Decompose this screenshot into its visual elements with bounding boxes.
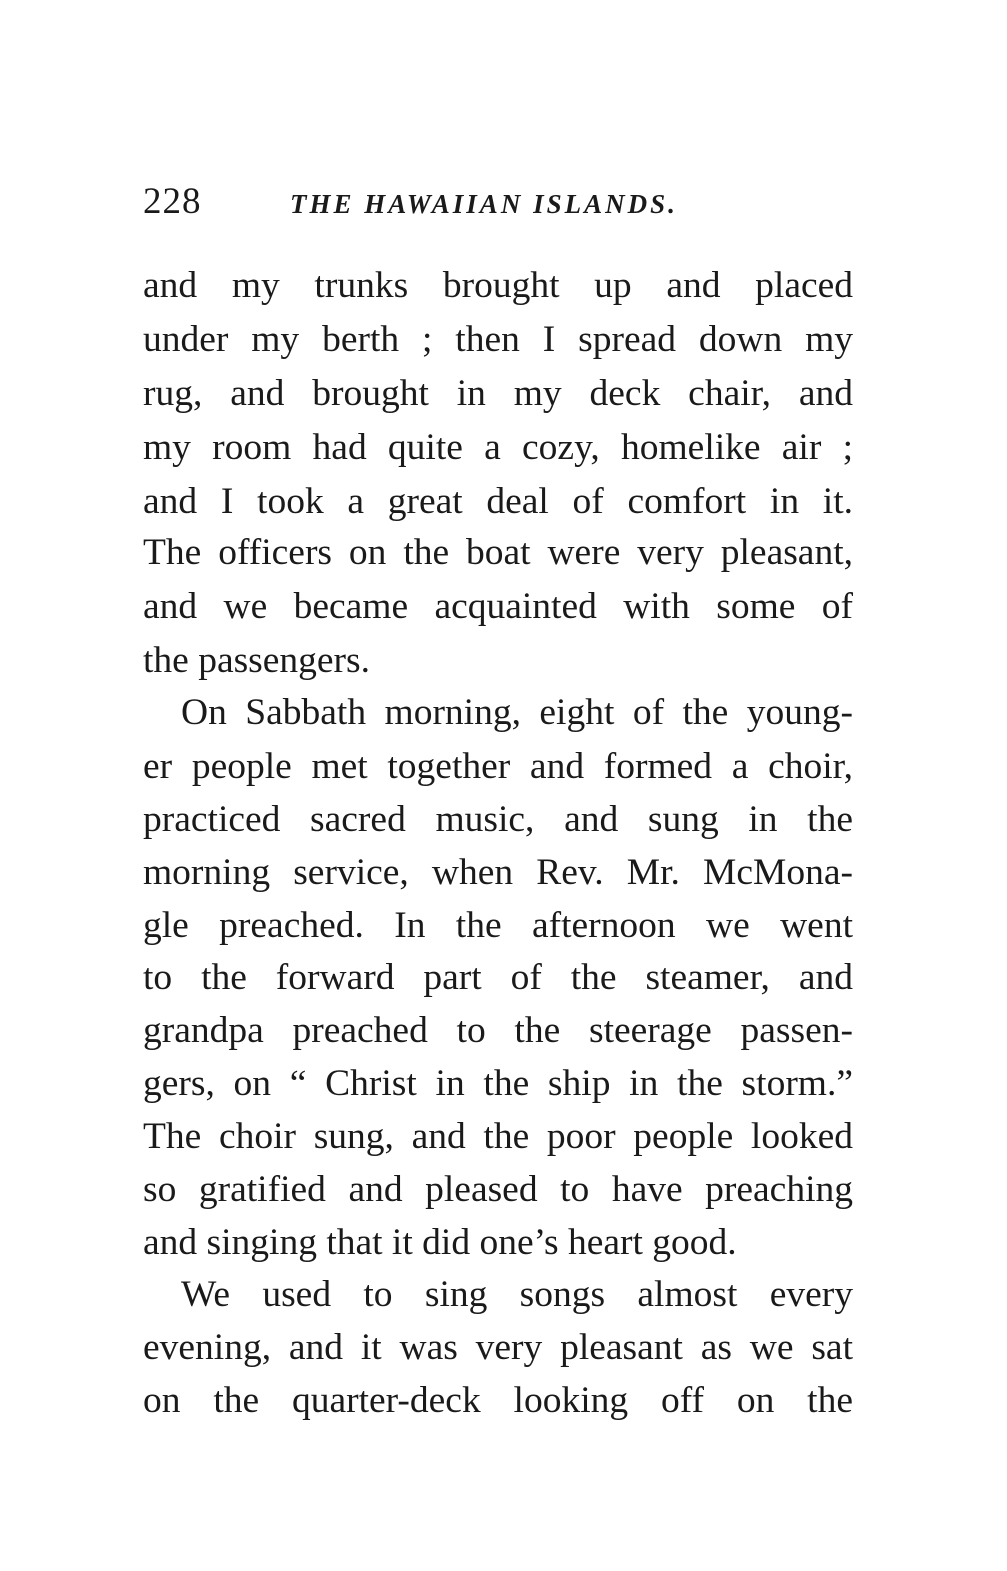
text-line: to the forward part of the steamer, and [143,957,853,998]
text-line: grandpa preached to the steerage passen- [143,1010,853,1051]
running-head [143,178,853,226]
text-line: gle preached. In the afternoon we went [143,905,853,946]
text-line: and singing that it did one’s heart good. [143,1222,737,1263]
page-number: 228 [143,181,202,222]
text-line: under my berth ; then I spread down my [143,319,853,360]
text-line: We used to sing songs almost every [181,1274,853,1315]
text-line: On Sabbath morning, eight of the young- [181,692,853,733]
text-line: er people met together and formed a choir, [143,746,853,787]
text-line: practiced sacred music, and sung in the [143,799,853,840]
text-line: the passengers. [143,640,371,681]
text-line: so gratified and pleased to have preaching [143,1169,853,1210]
text-line: The choir sung, and the poor people looked [143,1116,853,1157]
text-line: morning service, when Rev. Mr. McMona- [143,852,853,893]
text-line: and I took a great deal of comfort in it. [143,481,853,522]
text-line: gers, on “ Christ in the ship in the storm.” [143,1063,853,1104]
text-line: on the quarter-deck looking off on the [143,1380,853,1421]
text-line: The officers on the boat were very pleasant, [143,532,853,573]
book-title: THE HAWAIIAN ISLANDS. [290,189,678,219]
text-line: and my trunks brought up and placed [143,265,853,306]
text-line: evening, and it was very pleasant as we sat [143,1327,853,1368]
text-line: and we became acquainted with some of [143,586,853,627]
text-line: my room had quite a cozy, homelike air ; [143,427,853,468]
text-line: rug, and brought in my deck chair, and [143,373,853,414]
